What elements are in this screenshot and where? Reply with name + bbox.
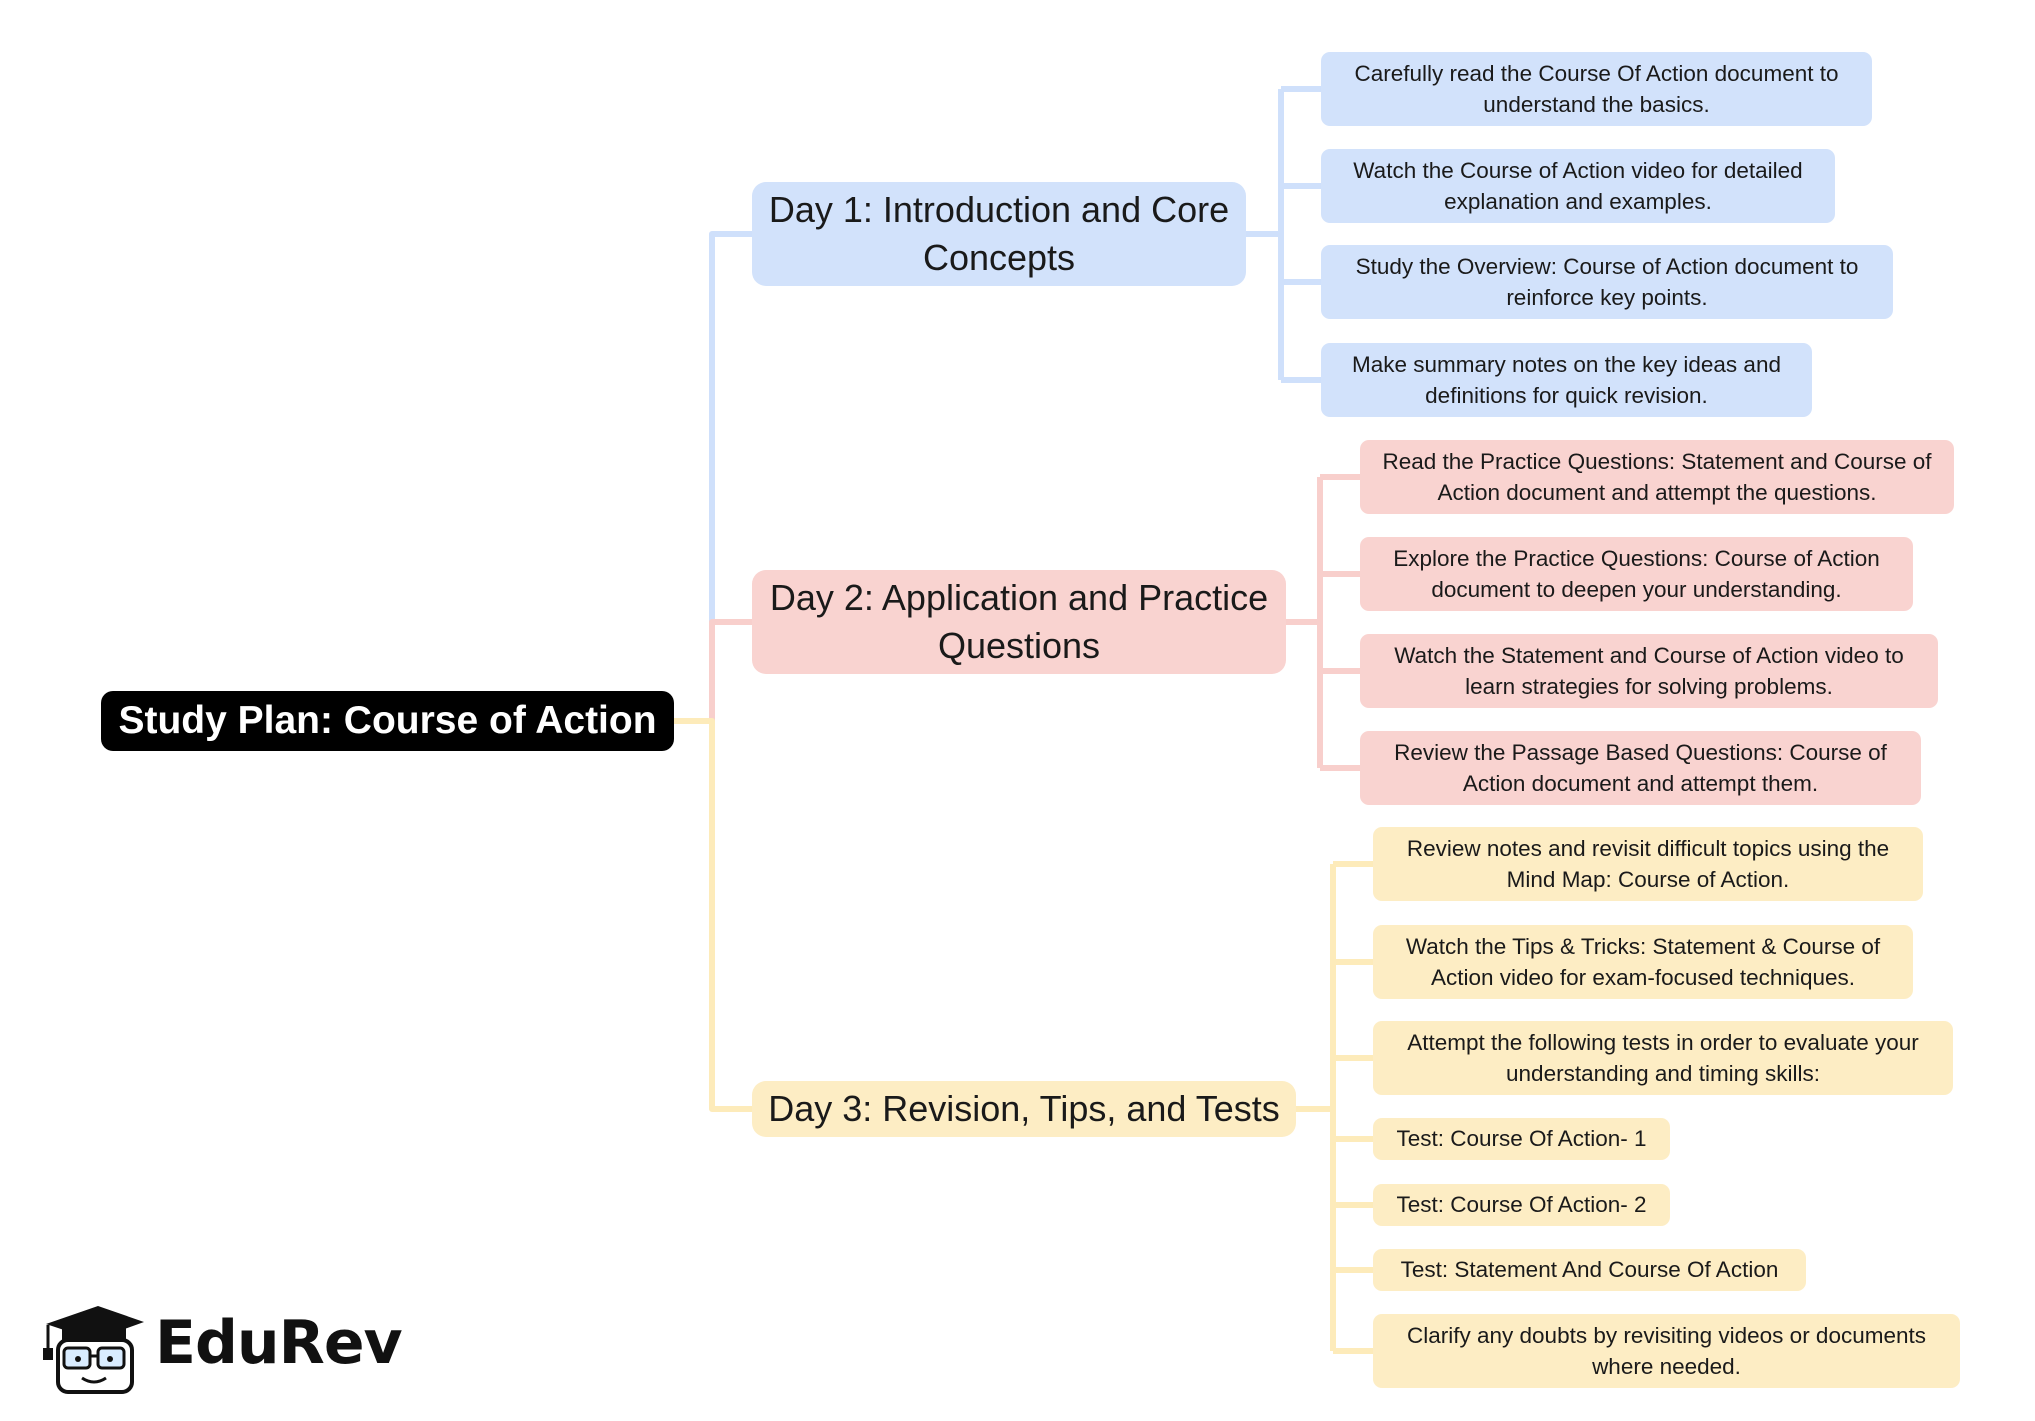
day-1-task: Watch the Course of Action video for detailed explanation and examples. [1321,149,1835,223]
day-2-task: Review the Passage Based Questions: Course of Action document and attempt them. [1360,731,1921,805]
root-node: Study Plan: Course of Action [101,691,674,751]
day-connector [674,622,752,721]
day-1-task: Study the Overview: Course of Action document to reinforce key points. [1321,245,1893,319]
day-3-task: Test: Course Of Action- 2 [1373,1184,1670,1226]
day-1-task: Make summary notes on the key ideas and definitions for quick revision. [1321,343,1812,417]
day-2-node: Day 2: Application and Practice Questions [752,570,1286,674]
day-3-task: Test: Course Of Action- 1 [1373,1118,1670,1160]
day-3-task: Watch the Tips & Tricks: Statement & Course of Action video for exam-focused techniques. [1373,925,1913,999]
day-3-task: Attempt the following tests in order to evaluate your understanding and timing skills: [1373,1021,1953,1095]
day-3-node: Day 3: Revision, Tips, and Tests [752,1081,1296,1137]
day-1-node: Day 1: Introduction and Core Concepts [752,182,1246,286]
edurev-logo-text: EduRev [155,1308,402,1378]
day-2-task: Watch the Statement and Course of Action video to learn strategies for solving problems. [1360,634,1938,708]
day-3-task: Test: Statement And Course Of Action [1373,1249,1806,1291]
day-2-task: Explore the Practice Questions: Course of Action document to deepen your understanding. [1360,537,1913,611]
day-1-task: Carefully read the Course Of Action document to understand the basics. [1321,52,1872,126]
day-connector [674,721,752,1109]
day-3-task: Clarify any doubts by revisiting videos or documents where needed. [1373,1314,1960,1388]
day-3-task: Review notes and revisit difficult topics using the Mind Map: Course of Action. [1373,827,1923,901]
day-2-task: Read the Practice Questions: Statement and Course of Action document and attempt the questions. [1360,440,1954,514]
